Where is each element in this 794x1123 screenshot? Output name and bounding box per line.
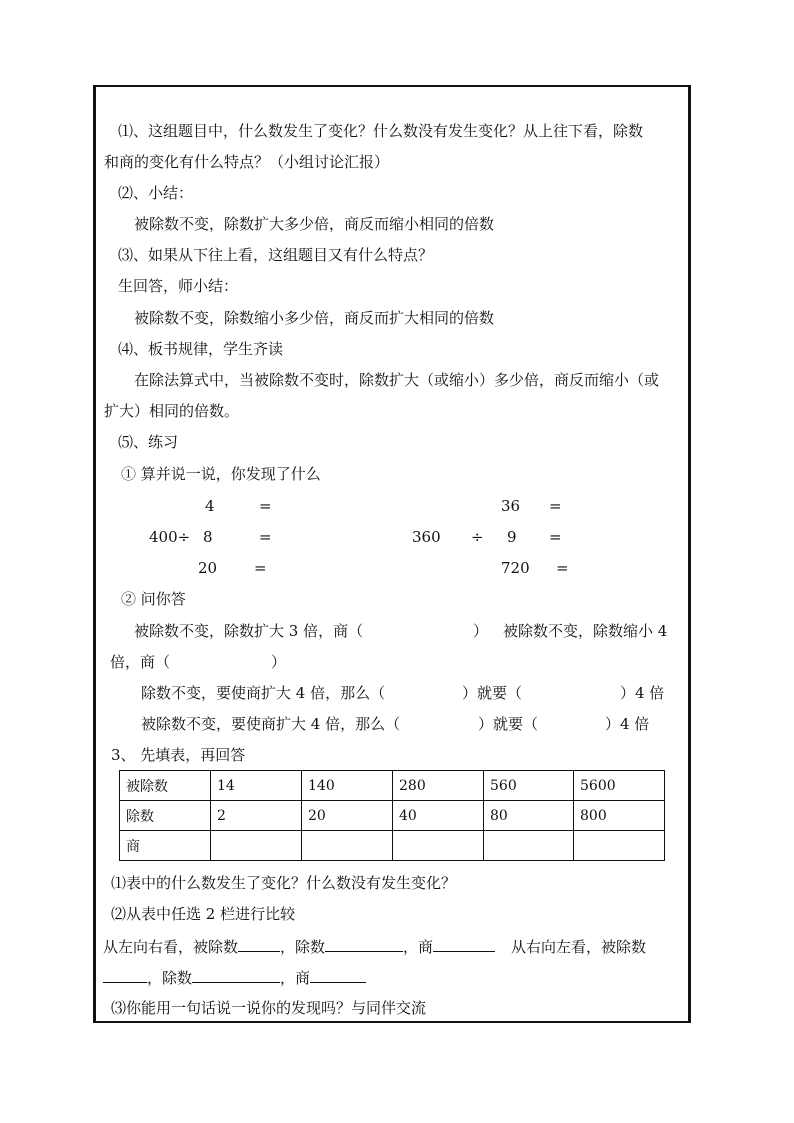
divisor: 20 xyxy=(198,559,218,577)
dividend: 400÷ xyxy=(149,528,191,546)
answer-blank[interactable] xyxy=(192,966,280,983)
text-line: ⑶你能用一句话说一说你的发现吗？与同伴交流 xyxy=(111,999,427,1017)
text-line: 扩大）相同的倍数。 xyxy=(104,402,240,420)
divisor: 720 xyxy=(501,559,530,577)
text-line: 生回答，师小结： xyxy=(118,277,239,295)
table-cell: 20 xyxy=(302,801,393,831)
table-cell: 14 xyxy=(211,771,302,801)
table-cell: 800 xyxy=(574,801,665,831)
divisor: 4 xyxy=(205,497,215,515)
text-line: 倍，商（ xyxy=(110,653,171,671)
text-line: ）4 倍 xyxy=(605,715,650,733)
text-line: ⑶、如果从下往上看，这组题目又有什么特点？ xyxy=(118,246,434,264)
compare-line xyxy=(103,966,366,988)
dividend: 360 xyxy=(412,528,441,546)
equals-sign: = xyxy=(254,559,267,577)
text-line: 在除法算式中，当被除数不变时，除数扩大（或缩小）多少倍，商反而缩小（或 xyxy=(134,371,660,389)
text-line: ）4 倍 xyxy=(620,684,665,702)
table-cell: 5600 xyxy=(574,771,665,801)
table-cell: 280 xyxy=(393,771,484,801)
text-line: ⑵、小结： xyxy=(118,184,194,202)
text-line: 和商的变化有什么特点？（小组讨论汇报） xyxy=(104,153,390,171)
text-line: ⑸、练习 xyxy=(118,433,179,451)
table-cell xyxy=(484,831,574,861)
text-line: ① 算并说一说，你发现了什么 xyxy=(121,465,321,483)
table-cell: 140 xyxy=(302,771,393,801)
table-row xyxy=(120,831,665,861)
text-line: 被除数不变，除数扩大多少倍，商反而缩小相同的倍数 xyxy=(134,215,495,233)
text-segment: ，除数 xyxy=(280,938,326,956)
answer-blank[interactable] xyxy=(325,935,403,952)
equals-sign: = xyxy=(556,559,569,577)
answer-blank[interactable] xyxy=(238,935,280,952)
text-segment: 从右向左看，被除数 xyxy=(511,938,647,956)
table-cell xyxy=(302,831,393,861)
divisor: 36 xyxy=(501,497,521,515)
equals-sign: = xyxy=(259,528,272,546)
compare-line xyxy=(103,935,646,957)
text-line: ） xyxy=(473,622,489,640)
division-sign: ÷ xyxy=(471,528,484,546)
text-segment: ，商 xyxy=(403,938,434,956)
text-line: 被除数不变，要使商扩大 4 倍，那么（ xyxy=(141,715,401,733)
table-row xyxy=(120,771,665,801)
section-title: 3、 先填表，再回答 xyxy=(111,746,246,764)
answer-blank[interactable] xyxy=(433,935,495,952)
equals-sign: = xyxy=(549,528,562,546)
text-line: 被除数不变，除数缩小 4 xyxy=(503,622,668,640)
table-cell: 被除数 xyxy=(120,771,211,801)
table-cell xyxy=(393,831,484,861)
text-line: ⑴、这组题目中，什么数发生了变化？什么数没有发生变化？从上往下看，除数 xyxy=(118,122,644,140)
table-cell: 80 xyxy=(484,801,574,831)
text-segment: ，商 xyxy=(280,969,311,987)
table-cell: 商 xyxy=(120,831,211,861)
section-title: ② 问你答 xyxy=(121,590,186,608)
text-line: ⑷、板书规律，学生齐读 xyxy=(118,340,284,358)
table-cell: 2 xyxy=(211,801,302,831)
table-cell: 除数 xyxy=(120,801,211,831)
text-line: 除数不变，要使商扩大 4 倍，那么（ xyxy=(141,684,386,702)
equals-sign: = xyxy=(259,497,272,515)
table-cell xyxy=(211,831,302,861)
fill-table xyxy=(119,770,665,861)
text-segment: 从左向右看，被除数 xyxy=(103,938,239,956)
table-row xyxy=(120,801,665,831)
equals-sign: = xyxy=(549,497,562,515)
divisor: 9 xyxy=(507,528,517,546)
table-cell: 40 xyxy=(393,801,484,831)
answer-blank[interactable] xyxy=(310,966,366,983)
divisor: 8 xyxy=(203,528,213,546)
text-line: ）就要（ xyxy=(462,684,523,702)
text-line: ）就要（ xyxy=(478,715,539,733)
table-cell: 560 xyxy=(484,771,574,801)
text-segment: ，除数 xyxy=(147,969,193,987)
table-cell xyxy=(574,831,665,861)
text-line: ⑵从表中任选 2 栏进行比较 xyxy=(111,905,296,923)
text-line: 被除数不变，除数扩大 3 倍，商（ xyxy=(134,622,364,640)
text-line: ⑴表中的什么数发生了变化？什么数没有发生变化？ xyxy=(111,874,457,892)
text-line: ） xyxy=(271,653,287,671)
answer-blank[interactable] xyxy=(103,966,147,983)
text-line: 被除数不变，除数缩小多少倍，商反而扩大相同的倍数 xyxy=(134,309,495,327)
